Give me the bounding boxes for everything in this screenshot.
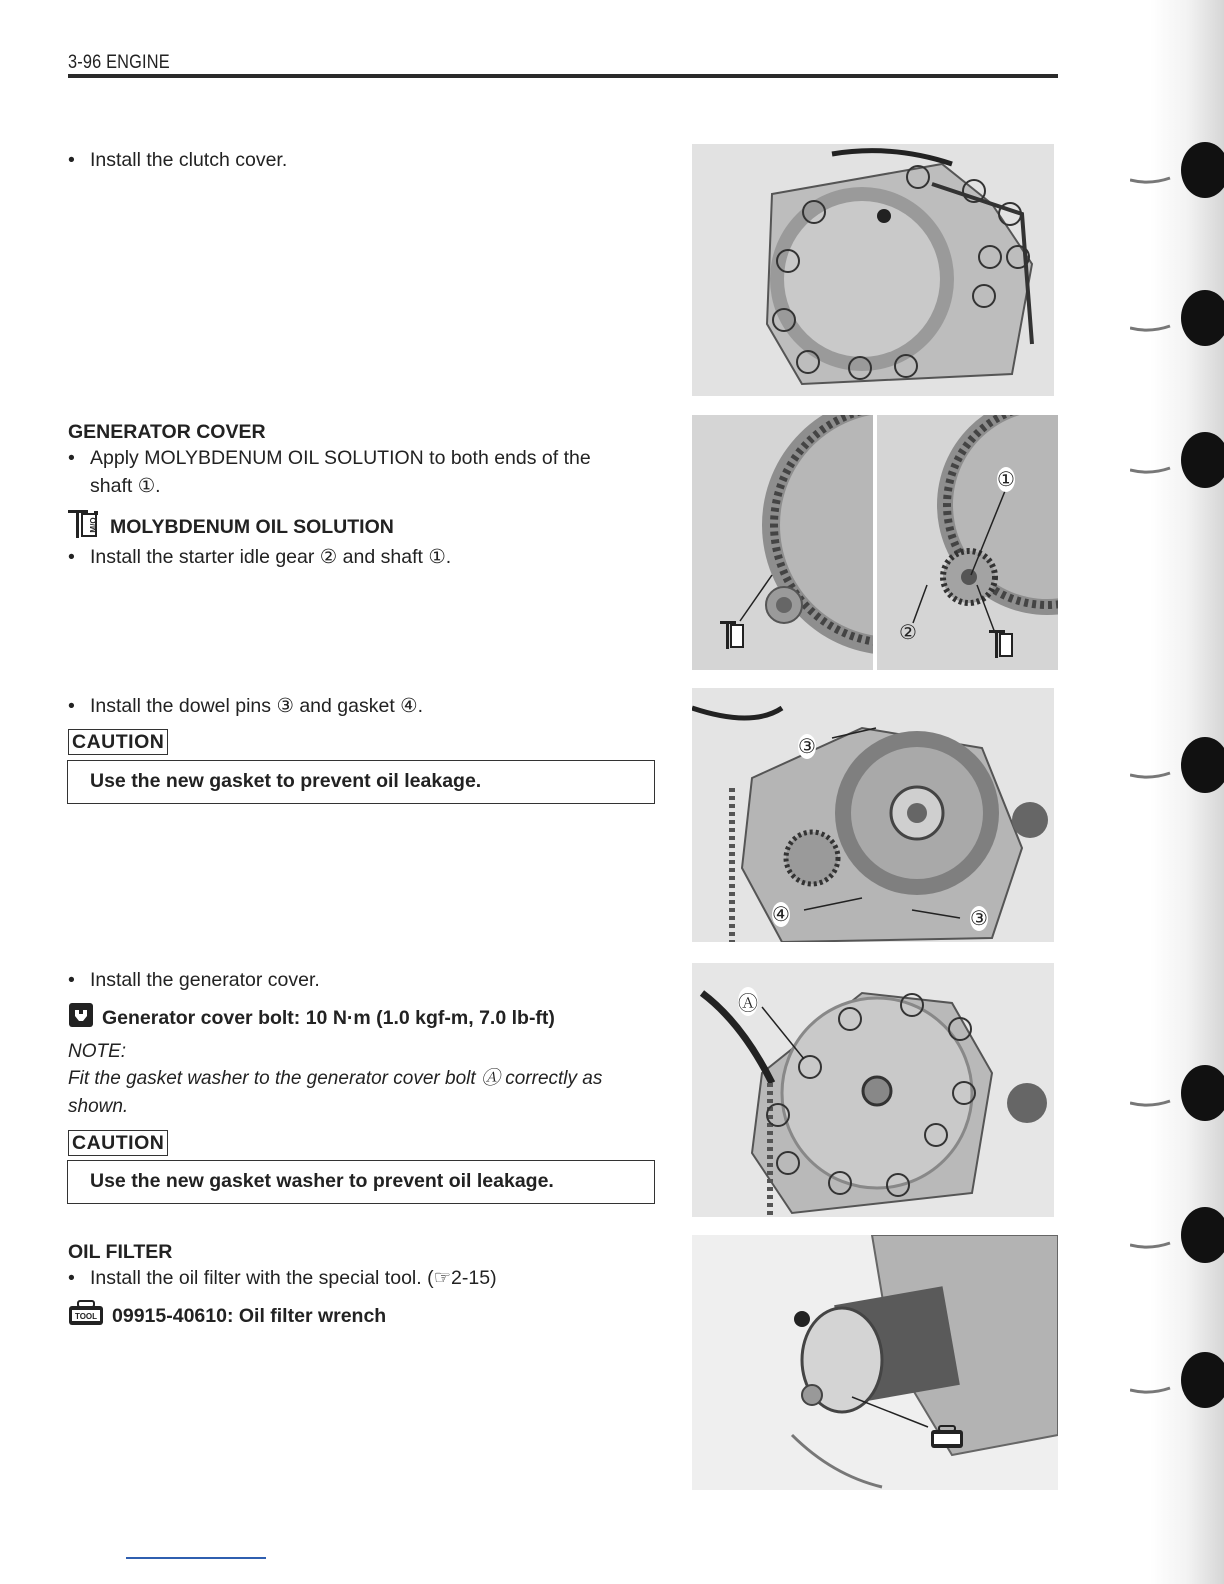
thumb-tab-6 (1130, 1205, 1224, 1270)
torque-spec: Generator cover bolt: 10 N·m (1.0 kgf-m, 7.0 lb-ft) (68, 1002, 555, 1034)
heading-oil-filter: OIL FILTER (68, 1241, 173, 1263)
photo-idle-gear-right (877, 415, 1058, 670)
svg-text:TOOL: TOOL (74, 1312, 98, 1321)
header-rule (68, 74, 1058, 78)
heading-generator-cover: GENERATOR COVER (68, 421, 266, 443)
caution-label-1: CAUTION (68, 729, 168, 755)
torque-wrench-icon (68, 1002, 94, 1034)
note-label: NOTE: (68, 1041, 127, 1062)
thumb-tab-2 (1130, 288, 1224, 353)
bullet-install-generator-cover: • Install the generator cover. (68, 969, 320, 991)
bullet-install-oil-filter: • Install the oil filter with the special tool. (☞2-15) (68, 1267, 497, 1289)
photo-callout-A: Ⓐ (738, 987, 758, 1016)
svg-text:M/O: M/O (89, 517, 98, 533)
thumb-tab-3 (1130, 430, 1224, 495)
moly-oil-icon-photo-right (989, 629, 1015, 659)
page-header: 3-96 ENGINE (68, 52, 170, 73)
special-tool-spec: TOOL 09915-40610: Oil filter wrench (68, 1300, 386, 1332)
special-tool-icon (68, 1300, 104, 1332)
special-tool-icon-photo (930, 1425, 964, 1449)
photo-clutch-cover (692, 144, 1054, 396)
caution-label-2: CAUTION (68, 1130, 168, 1156)
moly-oil-icon (68, 508, 102, 546)
caution-box-1: Use the new gasket to prevent oil leakage. (67, 760, 655, 804)
photo-idle-gear-left (692, 415, 873, 670)
thumb-tab-1 (1130, 140, 1224, 205)
thumb-tab-5 (1130, 1063, 1224, 1128)
caution-box-2: Use the new gasket washer to prevent oil leakage. (67, 1160, 655, 1204)
bullet-install-idle-gear: • Install the starter idle gear ② and shaft ①. (68, 546, 452, 568)
moly-solution-callout: M/O MOLYBDENUM OIL SOLUTION (68, 508, 394, 546)
thumb-tab-4 (1130, 735, 1224, 800)
note-text: Fit the gasket washer to the generator cover bolt Ⓐ correctly as shown. (68, 1068, 603, 1117)
photo-callout-1: ① (997, 469, 1015, 491)
photo-generator-cover-bolts (692, 963, 1054, 1217)
bullet-apply-moly: • Apply MOLYBDENUM OIL SOLUTION to both ends of the shaft ①. (68, 447, 591, 497)
photo-callout-4: ④ (772, 904, 790, 926)
moly-oil-icon-photo-left (720, 620, 746, 650)
photo-callout-3b: ③ (970, 908, 988, 930)
footer-rule (126, 1557, 266, 1559)
thumb-tab-7 (1130, 1350, 1224, 1415)
photo-dowel-pins-gasket (692, 688, 1054, 942)
bullet-install-clutch-cover: • Install the clutch cover. (68, 149, 288, 171)
photo-callout-3a: ③ (798, 736, 816, 758)
bullet-install-dowel-pins: • Install the dowel pins ③ and gasket ④. (68, 695, 424, 717)
photo-callout-2: ② (899, 622, 917, 644)
photo-oil-filter (692, 1235, 1058, 1490)
